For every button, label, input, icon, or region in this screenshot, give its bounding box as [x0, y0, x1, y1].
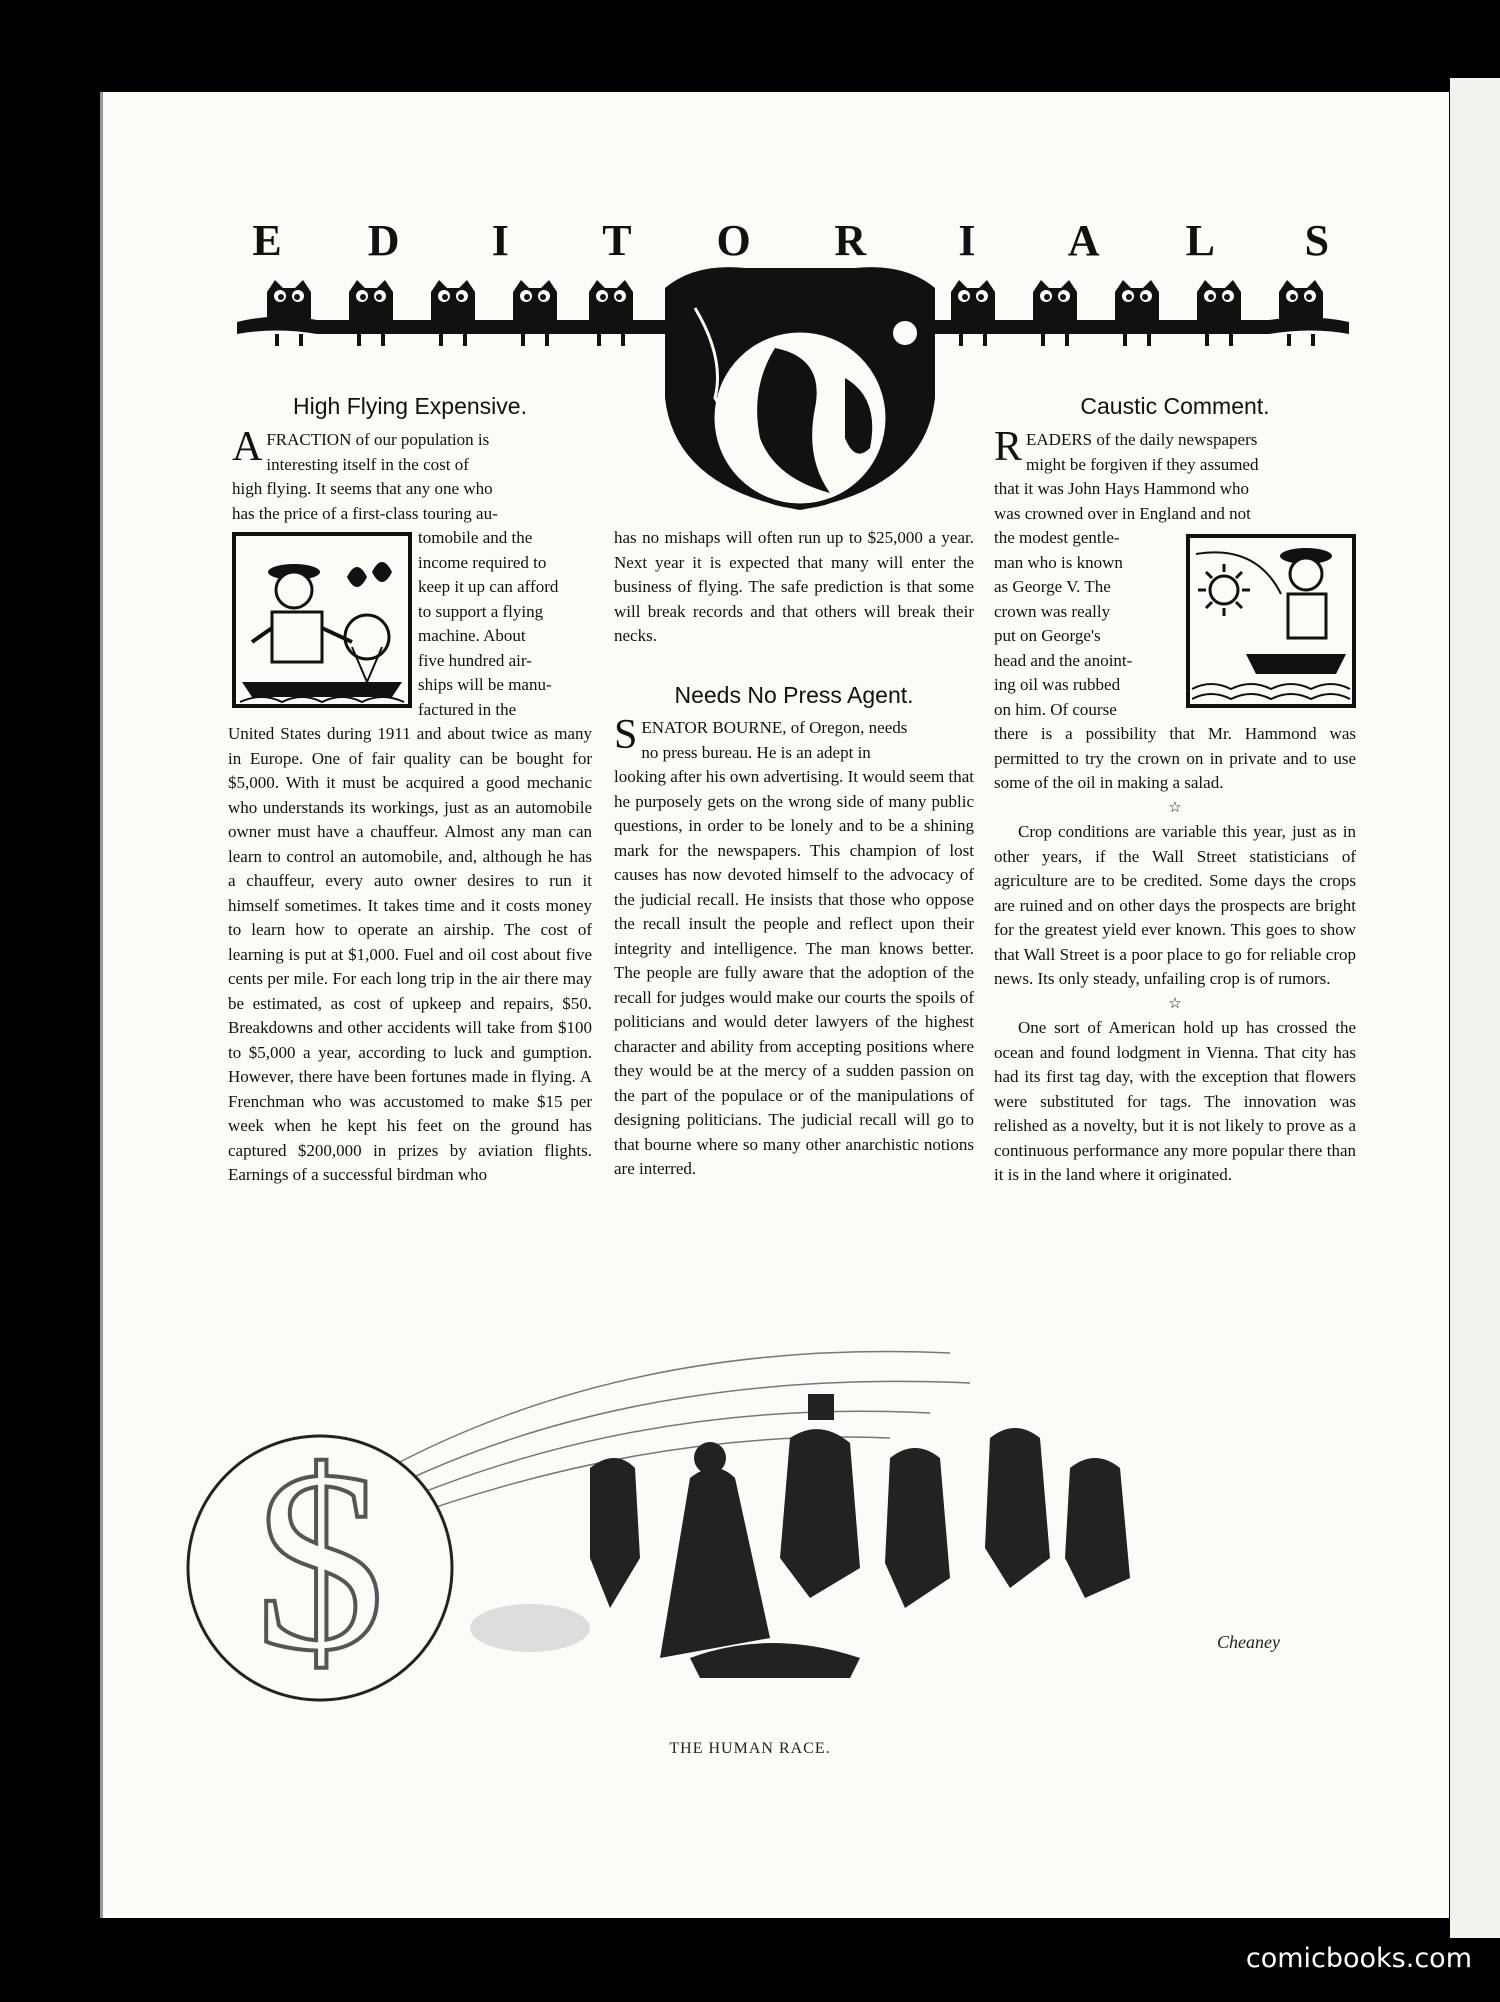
- human-race-cartoon: [170, 1328, 1360, 1718]
- article-caustic-wrap: [994, 526, 1178, 722]
- text-line: interesting itself in the cost of: [266, 454, 469, 474]
- text-line: EADERS of the daily newspapers: [1026, 430, 1258, 449]
- text-line: might be forgiven if they assumed: [1026, 454, 1259, 474]
- text-line: five hundred air-: [418, 650, 532, 670]
- article-paragraph: looking after his own advertising. It would seem that he purposely gets on the wrong side of many public questions, in order to be lonely and to be a shining mark for the newspapers. This champion of lost causes has now devoted himself to the advocacy of the judicial recall. He insists that those who oppose the recall insult the people and reflect upon their integrity and intelligence. The man knows better. The people are fully aware that the adoption of the recall for judges would make our courts the spoils of politicians and would deter lawyers of the highest character and ability from accepting positions where they would be at the mercy of a sudden passion on the part of the populace or of the manipulations of designing politicians. The judicial recall will go to that bourne where so many other anarchistic notions are interred.: [614, 767, 974, 1178]
- text-line: has the price of a first-class touring au-: [232, 503, 498, 523]
- article-paragraph: One sort of American hold up has crossed the ocean and found lodgment in Vienna. That city has had its first tag day, with the exception that flowers were substituted for tags. The innovation was relished as a novelty, but it is not likely to prove as a continuous performance any more popular there than it is in the land where it originated.: [994, 1018, 1356, 1184]
- text-line: man who is known: [994, 552, 1123, 572]
- masthead-letter: A: [1067, 216, 1100, 265]
- star-divider: ☆: [1168, 799, 1182, 816]
- text-line: machine. About: [418, 626, 526, 645]
- article-high-flying-continuation: [614, 526, 974, 649]
- article-high-flying-wrap: [418, 526, 592, 722]
- text-line: FRACTION of our population is: [266, 430, 490, 449]
- text-line: high flying. It seems that any one who: [232, 479, 493, 498]
- star-divider: ☆: [1168, 995, 1182, 1012]
- masthead-letter: L: [1185, 216, 1215, 265]
- masthead-letter: E: [252, 216, 282, 265]
- adjacent-page-edge: [1450, 78, 1500, 1938]
- artist-signature: Cheaney: [1217, 1632, 1280, 1652]
- article-paragraph: Crop conditions are variable this year, just as in other years, if the Wall Street statisticians of agriculture are to be credited. Some days the crops are ruined and on other days the prospects are bright for the greatest yield ever known. This goes to show that Wall Street is a poor place to go for reliable crop news. Its only steady, unfailing crop is of rumors.: [994, 822, 1356, 988]
- dropcap: A: [232, 424, 263, 470]
- cartoon-caption: THE HUMAN RACE.: [669, 1740, 831, 1757]
- text-line: income required to: [418, 552, 547, 572]
- text-line: as George V. The: [994, 577, 1111, 596]
- text-line: to support a flying: [418, 601, 544, 621]
- masthead-letter: T: [602, 216, 632, 265]
- text-line: factured in the: [418, 699, 517, 719]
- masthead-letter: O: [716, 216, 751, 265]
- text-line: that it was John Hays Hammond who: [994, 479, 1249, 498]
- watermark: comicbooks.com: [1245, 1943, 1472, 1974]
- dollar-coin-symbol: $: [255, 1417, 385, 1705]
- text-line: no press bureau. He is an adept in: [641, 742, 871, 762]
- heading-high-flying: High Flying Expensive.: [293, 393, 527, 419]
- text-line: on him. Of course: [994, 699, 1117, 719]
- text-line: the modest gentle-: [994, 528, 1120, 547]
- text-line: tomobile and the: [418, 528, 533, 547]
- fisherman-illustration: [1186, 534, 1356, 708]
- article-paragraph: there is a possibility that Mr. Hammond was permitted to try the crown on in private and to use some of the oil in making a salad.: [994, 724, 1356, 792]
- text-line: put on George's: [994, 626, 1101, 645]
- text-line: head and the anoint-: [994, 650, 1133, 670]
- text-line: ships will be manu-: [418, 675, 552, 694]
- text-line: ENATOR BOURNE, of Oregon, needs: [641, 718, 908, 737]
- article-high-flying-intro: [232, 424, 592, 526]
- owl-globe-illustration: [655, 248, 945, 513]
- heading-press-agent: Needs No Press Agent.: [674, 682, 914, 708]
- article-caustic-intro: [994, 424, 1356, 526]
- dropcap: R: [994, 424, 1023, 470]
- masthead-letter: I: [958, 216, 976, 265]
- text-line: ing oil was rubbed: [994, 675, 1121, 694]
- masthead-letter: D: [367, 216, 400, 265]
- heading-caustic-comment: Caustic Comment.: [1080, 393, 1270, 419]
- aviator-net-illustration: [232, 532, 412, 708]
- article-paragraph: has no mishaps will often run up to $25,000 a year. Next year it is expected that many will enter the business of flying. The safe prediction is that some will break records and that others will break their necks.: [614, 528, 974, 645]
- text-line: crown was really: [994, 601, 1111, 621]
- masthead-letter: S: [1304, 216, 1330, 265]
- text-line: was crowned over in England and not: [994, 503, 1251, 523]
- masthead-letter: I: [491, 216, 509, 265]
- dropcap: S: [614, 712, 638, 758]
- article-caustic-body: [994, 722, 1356, 1188]
- article-high-flying-body: [228, 722, 592, 1188]
- article-press-agent: [614, 712, 974, 1182]
- text-line: keep it up can afford: [418, 577, 559, 596]
- article-paragraph: United States during 1911 and about twice as many in Europe. One of fair quality can be bought for $5,000. With it must be acquired a good mechanic who understands its workings, just as an automobile owner must have a chauffeur. Almost any man can learn to control an automobile, and, although he has a chauffeur, every auto owner desires to run it himself sometimes. It takes time and it costs money to learn how to operate an airship. The cost of learning is put at $1,000. Fuel and oil cost about five cents per mile. For each long trip in the air there may be estimated, as cost of upkeep and repairs, $50. Breakdowns and other accidents will take from $100 to $5,000 a year, according to luck and gumption. However, there have been fortunes made in flying. A Frenchman who was accustomed to make $15 per week when he kept his feet on the ground has captured $200,000 in prizes by aviation flights. Earnings of a successful birdman who: [228, 724, 592, 1184]
- masthead-letter: R: [834, 216, 867, 265]
